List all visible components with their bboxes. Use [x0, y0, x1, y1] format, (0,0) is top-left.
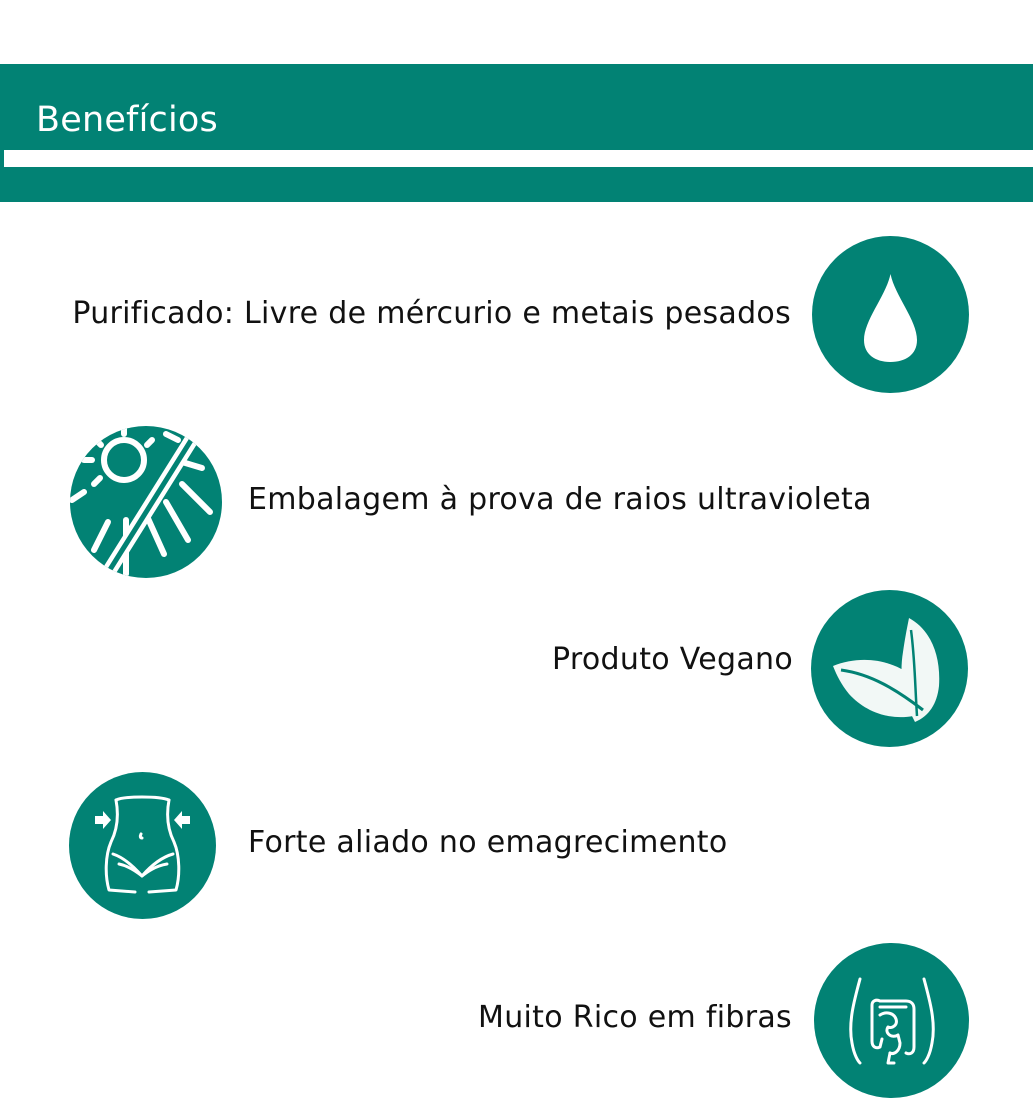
leaf-icon [811, 590, 968, 747]
page-title: Benefícios [36, 100, 218, 140]
intestine-icon [814, 943, 969, 1098]
uv-protection-icon [70, 426, 222, 578]
header-divider [4, 150, 1033, 167]
benefit-text-fiber: Muito Rico em fibras [478, 1000, 792, 1035]
benefit-text-weight-loss: Forte aliado no emagrecimento [248, 825, 728, 860]
benefit-text-vegan: Produto Vegano [552, 642, 793, 677]
waist-icon [69, 772, 216, 919]
benefit-text-uv: Embalagem à prova de raios ultravioleta [248, 482, 872, 517]
benefit-text-purified: Purificado: Livre de mércurio e metais pesados [72, 296, 791, 331]
water-drop-icon [812, 236, 969, 393]
